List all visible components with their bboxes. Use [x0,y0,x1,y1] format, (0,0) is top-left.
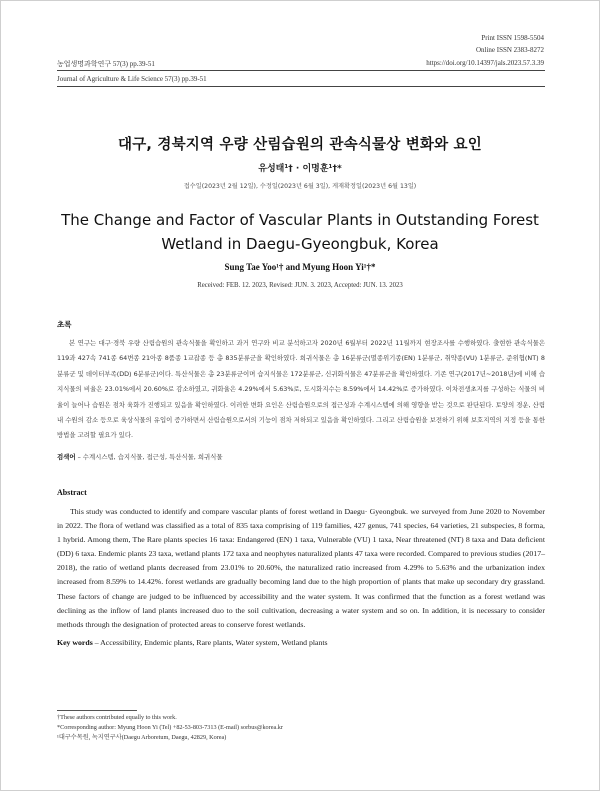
abstract-en-text: This study was conducted to identify and compare vascular plants of forest wetland in Daegu· Gyeongbuk. we surveyed from June 2020 to November in 2022. The flora of wetland was classified as a total of 835 taxa comprising of 119 families, 427 genus, 741 species, 64 varieties, 21 subspecies, 8 forma, 1 hybrid. Among them, The Rare plants species 16 taxa: Endangered (EN) 1 taxa, Vulnerable (VU) 1 taxa, Near threatened (NT) 8 taxa and Data deficient (DD) 6 taxa. Endemic plants 23 taxa, wetland plants 172 taxa and neophytes naturalized plants 47 taxa were recorded. Compared to previous studies (2017–2018), the ratio of wetland plants decreased from 23.01% to 20.60%, the naturalized ratio increased from 4.29% to 5.63% and the urbanization index increased from 8.59% to 14.42%. forest wetlands are gradually becoming land due to the high proportion of plants that make up secondary dry grassland. These factors of change are judged to be influenced by accessibility and the water system. It was confirmed that the function as a forest wetland was declining as the inflow of land plants increased duo to the soil cultivation, decreasing a water system and so on. In addition, it is necessary to consider methods through the designation of protected areas to conserve forest wetlands. [57,507,545,629]
online-issn: Online ISSN 2383-8272 [475,46,544,54]
keywords-en [57,638,545,647]
dates-english: Received: FEB. 12. 2023, Revised: JUN. 3. 2023, Accepted: JUN. 13. 2023 [197,282,403,289]
authors-korean: 유성태¹† · 이명훈¹†* [258,164,342,174]
dates-korean: 접수일(2023년 2월 12일), 수정일(2023년 6월 3일), 게재확정일(2023년 6월 13일) [183,183,417,190]
journal-ko: 농업생명과학연구 57(3) pp.39-51 [57,60,155,68]
keywords-ko-label: 검색어 [57,453,76,461]
print-issn: Print ISSN 1598-5504 [481,34,544,42]
doi-link[interactable]: https://doi.org/10.14397/jals.2023.57.3.39 [426,59,544,67]
keywords-en-list: – Accessibility, Endemic plants, Rare plants, Water system, Wetland plants [94,638,328,647]
keywords-ko-list: – 수계시스템, 습지식물, 접근성, 특산식물, 희귀식물 [77,453,223,461]
title-korean: 대구, 경북지역 우량 산림습원의 관속식물상 변화와 요인 [118,137,482,153]
footnote-affiliation: ¹대구수목원, 녹지연구사(Daegu Arboretum, Daegu, 42829, Korea) [57,734,227,741]
keywords-en-label: Key words [57,638,93,647]
title-english: The Change and Factor of Vascular Plants in Outstanding Forest Wetland in Daegu-Gyeongbuk, Korea [61,211,539,253]
abstract-ko-heading: 초록 [57,320,72,329]
abstract-ko-text: 본 연구는 대구·경북 우량 산림습원의 관속식물을 확인하고 과거 연구와 비교 분석하고자 2020년 6월부터 2022년 11월까지 현장조사를 수행하였다. 출현한 관속식물은 119과 427속 741종 64변종 21아종 8품종 1교잡종 등 총 835분류군을 확인하였다. 희귀식물은 총 16분류군(멸종위기종(EN) 1분류군, 취약종(VU) 1분류군, 준위협(NT) 8분류군 및 데이터부족(DD) 6분류군)이다. 특산식물은 총 23분류군이며 습지식물은 172분류군, 신귀화식물은 47분류군을 확인하였다. 기존 연구(2017년~2018년)에 비해 습지식물의 비율은 23.01%에서 20.60%로 감소하였고, 귀화율은 4.29%에서 5.63%로, 도시화지수는 8.59%에서 14.42%로 증가하였다. 이차전생초지를 구성하는 식물의 비율이 늘어나 습원은 점차 육화가 진행되고 있음을 확인하였다. 이러한 변화 요인은 산림습원으로의 접근성과 수계시스템에 의해 영향을 받는 것으로 판단된다. 토양의 경운, 산림 내 수원의 감소 등으로 육상식물의 유입이 증가하면서 산림습원으로서의 기능이 점차 저하되고 있음을 확인하였다. 그리고 산림습원을 보전하기 위해 보호지역의 지정 등을 통한 방법을 고려할 필요가 있다. [57,339,545,440]
footnote-corresponding: *Corresponding author: Myung Hoon Yi (Tel) +82-53-803-7313 (E-mail) sorbus@korea.kr [57,724,283,731]
abstract-en-heading: Abstract [57,488,87,497]
journal-en: Journal of Agriculture & Life Science 57(3) pp.39-51 [57,75,207,83]
footnote-rule [57,710,137,711]
authors-english: Sung Tae Yoo¹† and Myung Hoon Yi¹†* [224,262,376,272]
footnote-equal-contribution: †These authors contributed equally to this work. [57,714,177,721]
header-rule-bottom [57,86,545,87]
keywords-ko [57,452,545,461]
header-rule-top [57,70,545,71]
